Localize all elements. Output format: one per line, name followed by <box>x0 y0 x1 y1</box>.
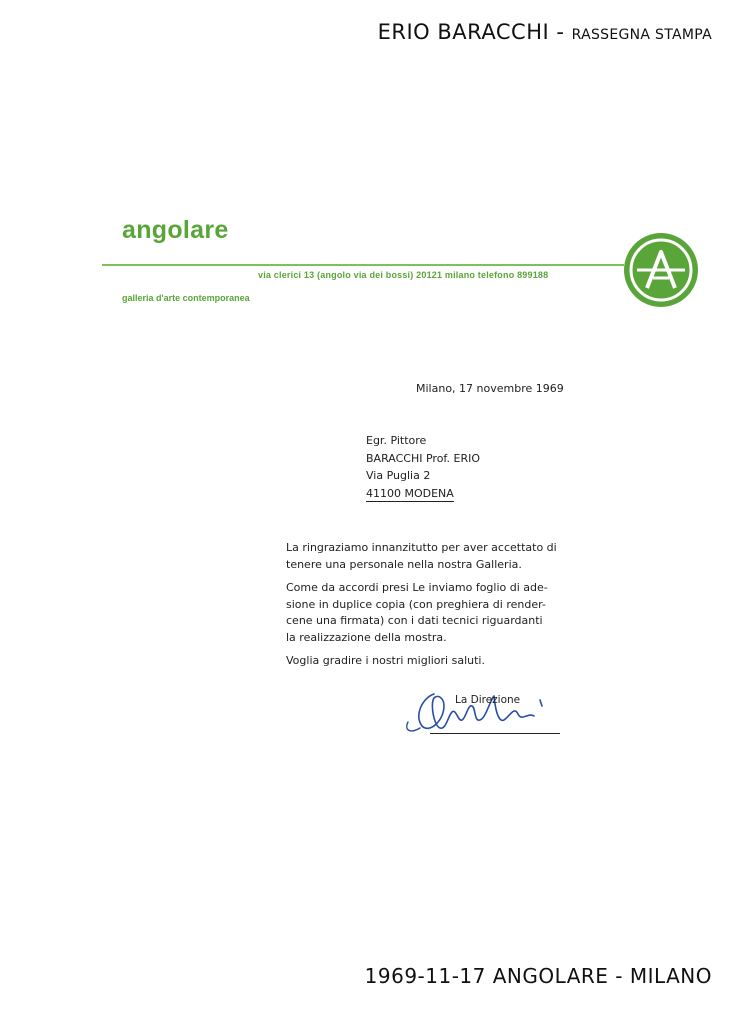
recipient-address <box>366 432 480 502</box>
archive-header-sub: RASSEGNA STAMPA <box>571 27 712 43</box>
paragraph-line: La ringraziamo innanzitutto per aver accettato di <box>286 541 557 554</box>
paragraph-line: cene una firmata) con i dati tecnici riguardanti <box>286 614 543 627</box>
paragraph-1 <box>286 540 557 573</box>
recipient-line-4: 41100 MODENA <box>366 486 454 500</box>
paragraph-line: sione in duplice copia (con preghiera di render- <box>286 597 546 611</box>
paragraph-line: Come da accordi presi Le inviamo foglio di ade- <box>286 581 548 594</box>
recipient-line-2: BARACCHI Prof. ERIO <box>366 451 480 465</box>
ag-monogram-icon <box>623 232 699 308</box>
gallery-tagline: galleria d'arte contemporanea <box>122 293 250 303</box>
paragraph-line: la realizzazione della mostra. <box>286 630 447 644</box>
gallery-brand-name: angolare <box>122 216 229 244</box>
letter-body <box>286 540 557 677</box>
paragraph-line: Voglia gradire i nostri migliori saluti. <box>286 654 485 667</box>
recipient-line-3: Via Puglia 2 <box>366 469 431 482</box>
handwritten-signature <box>400 676 570 738</box>
letter-date: Milano, 17 novembre 1969 <box>416 382 564 395</box>
signature-line <box>430 733 560 734</box>
paragraph-3 <box>286 653 557 670</box>
paragraph-line: tenere una personale nella nostra Galleria. <box>286 557 522 571</box>
archive-header-main: ERIO BARACCHI - <box>377 20 565 44</box>
letterhead-divider <box>102 264 624 266</box>
signoff-label: La Direzione <box>455 694 521 706</box>
archive-header <box>378 20 712 44</box>
paragraph-2 <box>286 580 557 646</box>
archive-footer: 1969-11-17 ANGOLARE - MILANO <box>364 964 712 988</box>
gallery-address: via clerici 13 (angolo via dei bossi) 20121 milano telefono 899188 <box>258 270 549 280</box>
recipient-line-1: Egr. Pittore <box>366 434 427 447</box>
